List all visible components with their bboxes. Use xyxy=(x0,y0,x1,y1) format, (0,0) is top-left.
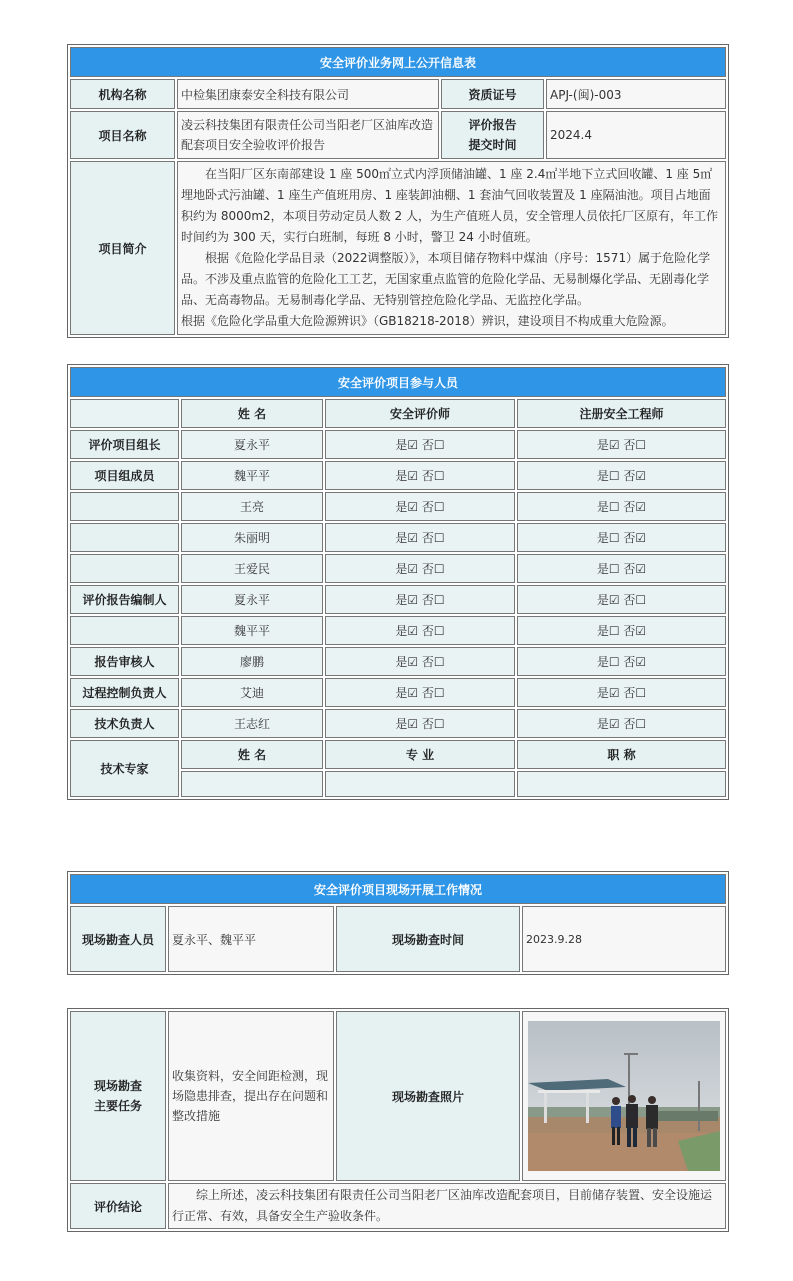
site-title: 安全评价项目现场开展工作情况 xyxy=(70,874,726,904)
evaluator-check: 是☑ 否☐ xyxy=(325,678,515,707)
expert-name-cell xyxy=(181,771,323,797)
expert-col-major: 专 业 xyxy=(325,740,515,769)
personnel-role xyxy=(70,523,179,552)
personnel-section xyxy=(67,364,729,800)
personnel-name: 王志红 xyxy=(181,709,323,738)
intro-paragraph-1: 在当阳厂区东南部建设 1 座 500㎡立式内浮顶储油罐、1 座 2.4㎡半地下立式回收罐、1 座 5㎡埋地卧式污油罐、1 座生产值班用房、1 座装卸油棚、1 套油气回收装置及 1 座隔油池。项目占地面积约为 8000m2，本项目劳动定员人数 2 人，为生产值班人员，安全管理人员依托厂区原有，年工作时间约为 300 天，实行白班制，每班 8 小时，警卫 24 小时值班。 xyxy=(181,167,718,244)
evaluator-check: 是☑ 否☐ xyxy=(325,461,515,490)
personnel-role xyxy=(70,616,179,645)
photo-label: 现场勘查照片 xyxy=(336,1011,520,1181)
personnel-name: 艾迪 xyxy=(181,678,323,707)
org-value: 中检集团康泰安全科技有限公司 xyxy=(177,79,439,109)
personnel-role: 报告审核人 xyxy=(70,647,179,676)
submit-label-line1: 评价报告 xyxy=(468,118,517,132)
expert-title-cell xyxy=(517,771,726,797)
site-section xyxy=(67,871,729,975)
survey-time-value: 2023.9.28 xyxy=(522,906,726,972)
personnel-name: 夏永平 xyxy=(181,585,323,614)
personnel-row xyxy=(70,647,726,676)
intro-paragraph-2: 根据《危险化学品目录（2022调整版）》，本项目储存物料中煤油（序号：1571）属于危险化学品。不涉及重点监管的危险化工工艺，无国家重点监管的危险化学品、无易制爆化学品、无剧毒化学品、无高毒物品。无易制毒化学品、无特别管控危险化学品、无监控化学品。 xyxy=(181,251,711,307)
personnel-rows xyxy=(70,430,726,738)
info-table xyxy=(68,45,728,337)
expert-major-cell xyxy=(325,771,515,797)
personnel-row xyxy=(70,492,726,521)
info-section xyxy=(67,44,729,338)
intro-paragraph-3: 根据《危险化学品重大危险源辨识》（GB18218-2018）辨识，建设项目不构成重大危险源。 xyxy=(181,314,674,328)
personnel-row xyxy=(70,430,726,459)
personnel-table xyxy=(68,365,728,799)
task-label-line2: 主要任务 xyxy=(93,1099,142,1113)
evaluator-check: 是☑ 否☐ xyxy=(325,492,515,521)
personnel-row xyxy=(70,523,726,552)
cert-label: 资质证号 xyxy=(441,79,544,109)
engineer-check: 是☐ 否☑ xyxy=(517,461,726,490)
submit-time-value: 2024.4 xyxy=(546,111,726,159)
intro-content xyxy=(177,161,726,335)
survey-people-value: 夏永平、魏平平 xyxy=(168,906,334,972)
info-title: 安全评价业务网上公开信息表 xyxy=(70,47,726,77)
expert-label: 技术专家 xyxy=(70,740,179,797)
submit-time-label xyxy=(441,111,544,159)
personnel-role: 项目组成员 xyxy=(70,461,179,490)
project-label: 项目名称 xyxy=(70,111,175,159)
personnel-role xyxy=(70,554,179,583)
evaluator-check: 是☑ 否☐ xyxy=(325,647,515,676)
personnel-header-blank xyxy=(70,399,179,428)
personnel-name: 朱丽明 xyxy=(181,523,323,552)
engineer-check: 是☐ 否☑ xyxy=(517,616,726,645)
site-photo xyxy=(528,1021,720,1171)
personnel-title: 安全评价项目参与人员 xyxy=(70,367,726,397)
personnel-row xyxy=(70,616,726,645)
engineer-check: 是☐ 否☑ xyxy=(517,554,726,583)
personnel-name: 魏平平 xyxy=(181,616,323,645)
personnel-name: 廖鹏 xyxy=(181,647,323,676)
personnel-row xyxy=(70,678,726,707)
personnel-row xyxy=(70,554,726,583)
personnel-role xyxy=(70,492,179,521)
personnel-row xyxy=(70,709,726,738)
photo-cell xyxy=(522,1011,726,1181)
site-table xyxy=(68,872,728,974)
engineer-check: 是☑ 否☐ xyxy=(517,709,726,738)
evaluator-check: 是☑ 否☐ xyxy=(325,430,515,459)
tasks-section xyxy=(67,1008,729,1232)
personnel-name: 王亮 xyxy=(181,492,323,521)
engineer-check: 是☑ 否☐ xyxy=(517,585,726,614)
conclusion-label: 评价结论 xyxy=(70,1183,166,1229)
personnel-name: 魏平平 xyxy=(181,461,323,490)
evaluator-check: 是☑ 否☐ xyxy=(325,554,515,583)
expert-col-title: 职 称 xyxy=(517,740,726,769)
task-value: 收集资料，安全间距检测，现场隐患排查，提出存在问题和整改措施 xyxy=(168,1011,334,1181)
task-label-line1: 现场勘查 xyxy=(93,1079,142,1093)
personnel-name: 王爱民 xyxy=(181,554,323,583)
engineer-check: 是☐ 否☑ xyxy=(517,523,726,552)
engineer-check: 是☐ 否☑ xyxy=(517,492,726,521)
engineer-check: 是☑ 否☐ xyxy=(517,678,726,707)
evaluator-check: 是☑ 否☐ xyxy=(325,523,515,552)
personnel-name: 夏永平 xyxy=(181,430,323,459)
personnel-role: 技术负责人 xyxy=(70,709,179,738)
col-evaluator-header: 安全评价师 xyxy=(325,399,515,428)
col-engineer-header: 注册安全工程师 xyxy=(517,399,726,428)
cert-value: APJ-(闽)-003 xyxy=(546,79,726,109)
task-label xyxy=(70,1011,166,1181)
col-name-header: 姓 名 xyxy=(181,399,323,428)
engineer-check: 是☐ 否☑ xyxy=(517,647,726,676)
personnel-role: 过程控制负责人 xyxy=(70,678,179,707)
submit-label-line2: 提交时间 xyxy=(468,138,517,152)
expert-col-name: 姓 名 xyxy=(181,740,323,769)
conclusion-value: 综上所述，凌云科技集团有限责任公司当阳老厂区油库改造配套项目，目前储存装置、安全设施运行正常、有效，具备安全生产验收条件。 xyxy=(168,1183,726,1229)
personnel-row xyxy=(70,461,726,490)
survey-time-label: 现场勘查时间 xyxy=(336,906,520,972)
org-label: 机构名称 xyxy=(70,79,175,109)
project-value: 凌云科技集团有限责任公司当阳老厂区油库改造配套项目安全验收评价报告 xyxy=(177,111,439,159)
personnel-role: 评价项目组长 xyxy=(70,430,179,459)
intro-label: 项目简介 xyxy=(70,161,175,335)
survey-people-label: 现场勘查人员 xyxy=(70,906,166,972)
personnel-row xyxy=(70,585,726,614)
engineer-check: 是☑ 否☐ xyxy=(517,430,726,459)
evaluator-check: 是☑ 否☐ xyxy=(325,709,515,738)
evaluator-check: 是☑ 否☐ xyxy=(325,585,515,614)
tasks-table xyxy=(68,1009,728,1231)
personnel-role: 评价报告编制人 xyxy=(70,585,179,614)
evaluator-check: 是☑ 否☐ xyxy=(325,616,515,645)
